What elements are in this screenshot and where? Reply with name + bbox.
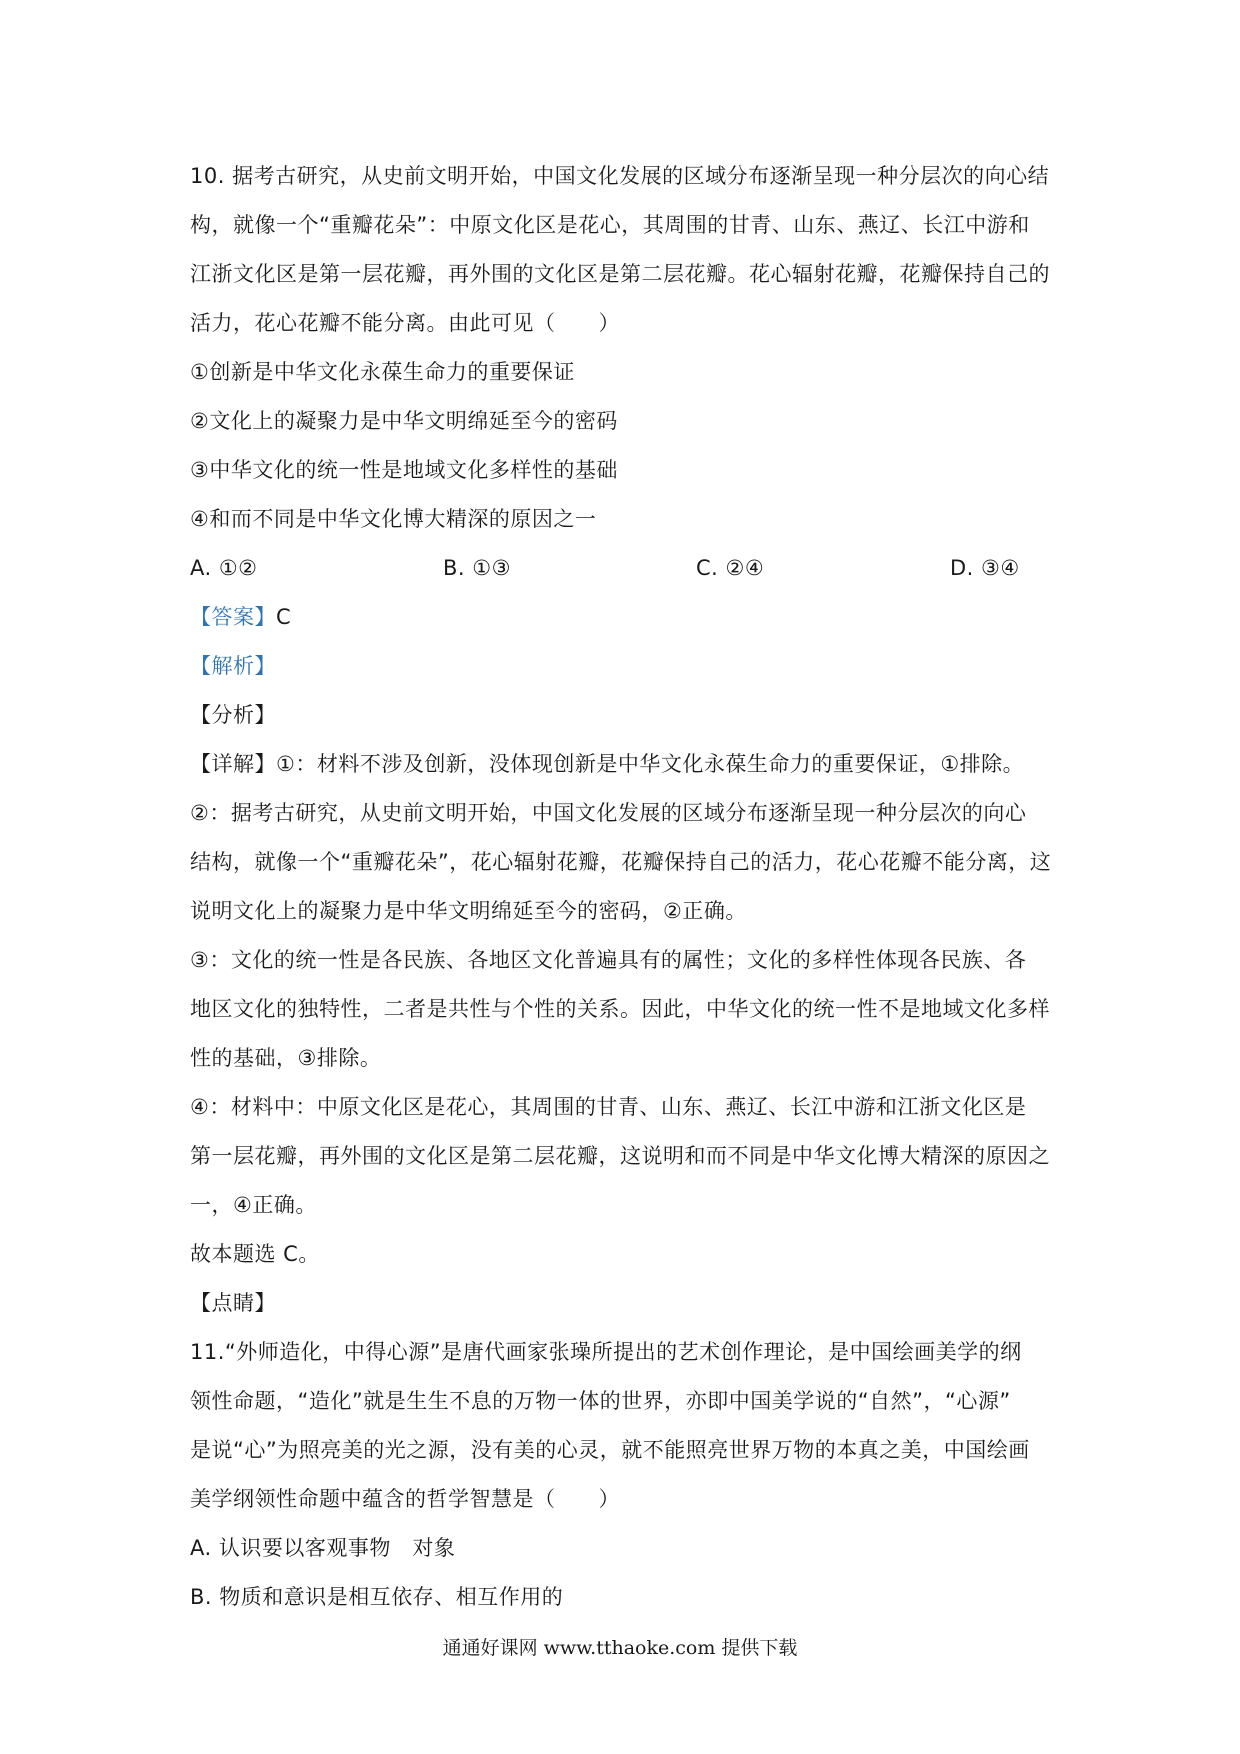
detail-line-3: 结构，就像一个“重瓣花朵”，花心辐射花瓣，花瓣保持自己的活力，花心花瓣不能分离，这 — [190, 850, 1052, 874]
q10-stem-line-4: 活力，花心花瓣不能分离。由此可见（ ） — [190, 311, 620, 335]
fenxi-tag: 【分析】 — [190, 703, 276, 727]
q11-stem-line-4: 美学纲领性命题中蕴含的哲学智慧是（ ） — [190, 1487, 620, 1511]
detail-line-9: 第一层花瓣，再外围的文化区是第二层花瓣，这说明和而不同是中华文化博大精深的原因之 — [190, 1144, 1050, 1168]
detail-line-10: 一，④正确。 — [190, 1193, 317, 1217]
detail-line-5: ③：文化的统一性是各民族、各地区文化普遍具有的属性；文化的多样性体现各民族、各 — [190, 948, 1027, 972]
detail-line-8: ④：材料中：中原文化区是花心，其周围的甘青、山东、燕辽、长江中游和江浙文化区是 — [190, 1095, 1027, 1119]
q10-option-a: A. ①② — [190, 556, 258, 580]
dianjing-tag: 【点睛】 — [190, 1291, 276, 1315]
detail-line-6: 地区文化的独特性，二者是共性与个性的关系。因此，中华文化的统一性不是地域文化多样 — [190, 997, 1050, 1021]
q11-stem-line-1: 11.“外师造化，中得心源”是唐代画家张璪所提出的艺术创作理论，是中国绘画美学的纲 — [190, 1340, 1022, 1364]
q10-option-d: D. ③④ — [950, 556, 1020, 580]
detail-line-4: 说明文化上的凝聚力是中华文明绵延至今的密码，②正确。 — [190, 899, 747, 923]
q11-option-b: B. 物质和意识是相互依存、相互作用的 — [190, 1585, 564, 1609]
detail-line-1: 【详解】①：材料不涉及创新，没体现创新是中华文化永葆生命力的重要保证，①排除。 — [190, 752, 1025, 776]
q10-option-c: C. ②④ — [696, 556, 765, 580]
q11-stem-line-2: 领性命题，“造化”就是生生不息的万物一体的世界，亦即中国美学说的“自然”，“心源” — [190, 1389, 1011, 1413]
q10-stem-line-3: 江浙文化区是第一层花瓣，再外围的文化区是第二层花瓣。花心辐射花瓣，花瓣保持自己的 — [190, 262, 1050, 286]
q11-option-a: A. 认识要以客观事物 对象 — [190, 1536, 456, 1560]
q11-stem-line-3: 是说“心”为照亮美的光之源，没有美的心灵，就不能照亮世界万物的本真之美，中国绘画 — [190, 1438, 1030, 1462]
answer-value: C — [276, 605, 292, 629]
conclusion-line: 故本题选 C。 — [190, 1242, 320, 1266]
q10-statement-3: ③中华文化的统一性是地域文化多样性的基础 — [190, 458, 618, 482]
q10-statement-4: ④和而不同是中华文化博大精深的原因之一 — [190, 507, 597, 531]
q10-option-b: B. ①③ — [443, 556, 511, 580]
detail-line-7: 性的基础，③排除。 — [190, 1046, 382, 1070]
q10-statement-1: ①创新是中华文化永葆生命力的重要保证 — [190, 360, 575, 384]
analysis-tag: 【解析】 — [190, 654, 276, 678]
q10-answer — [190, 602, 1070, 632]
answer-tag: 【答案】 — [190, 605, 276, 629]
q10-statement-2: ②文化上的凝聚力是中华文明绵延至今的密码 — [190, 409, 618, 433]
q10-stem-line-1: 10. 据考古研究，从史前文明开始，中国文化发展的区域分布逐渐呈现一种分层次的向心结 — [190, 164, 1050, 188]
q10-stem-line-2: 构，就像一个“重瓣花朵”：中原文化区是花心，其周围的甘青、山东、燕辽、长江中游和 — [190, 213, 1030, 237]
detail-line-2: ②：据考古研究，从史前文明开始，中国文化发展的区域分布逐渐呈现一种分层次的向心 — [190, 801, 1027, 825]
page-footer: 通通好课网 www.tthaoke.com 提供下载 — [442, 1637, 798, 1659]
